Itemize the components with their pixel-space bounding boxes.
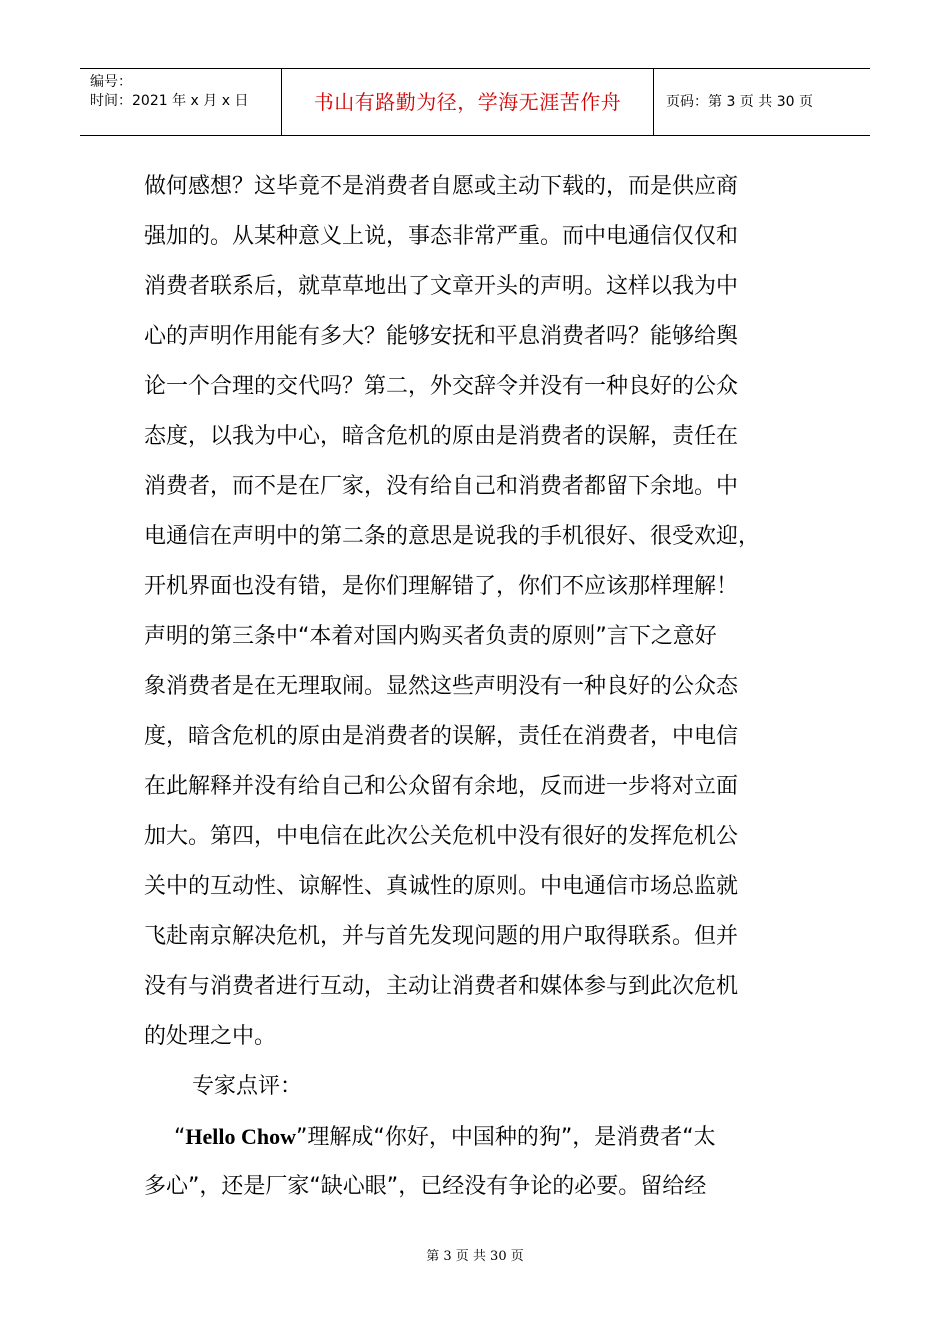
body-line: 消费者联系后，就草草地出了文章开头的声明。这样以我为中 <box>144 274 739 299</box>
header-motto: 书山有路勤为径，学海无涯苦作舟 <box>282 69 654 135</box>
body-line: 加大。第四，中电信在此次公关危机中没有很好的发挥危机公 <box>144 824 739 849</box>
header-page-info: 页码：第 3 页 共 30 页 <box>666 94 813 110</box>
document-body <box>144 162 824 1212</box>
header-meta-cell <box>80 69 282 135</box>
body-line: 态度，以我为中心，暗含危机的原由是消费者的误解，责任在 <box>144 424 739 449</box>
body-line: 心的声明作用能有多大？能够安抚和平息消费者吗？能够给舆 <box>144 324 739 349</box>
body-line: 消费者，而不是在厂家，没有给自己和消费者都留下余地。中 <box>144 474 739 499</box>
body-line: 在此解释并没有给自己和公众留有余地，反而进一步将对立面 <box>144 774 739 799</box>
body-line: 的处理之中。 <box>144 1024 277 1049</box>
body-line: 度，暗含危机的原由是消费者的误解，责任在消费者，中电信 <box>144 724 739 749</box>
number-label: 编号： <box>90 74 132 90</box>
body-line: 强加的。从某种意义上说，事态非常严重。而中电通信仅仅和 <box>144 224 739 249</box>
quote-line <box>144 1112 824 1162</box>
time-label: 时间：2021 年 x 月 x 日 <box>90 93 249 109</box>
section-heading: 专家点评： <box>192 1074 303 1099</box>
page-header <box>80 68 870 136</box>
body-line: 飞赴南京解决危机，并与首先发现问题的用户取得联系。但并 <box>144 924 739 949</box>
body-line: 没有与消费者进行互动，主动让消费者和媒体参与到此次危机 <box>144 974 739 999</box>
body-line: 关中的互动性、谅解性、真诚性的原则。中电通信市场总监就 <box>144 874 739 899</box>
body-line: 声明的第三条中“本着对国内购买者负责的原则”言下之意好 <box>144 624 717 649</box>
quote-latin-text: Hello Chow <box>185 1124 297 1149</box>
quote-rest: ”理解成“你好，中国种的狗”，是消费者“太 <box>296 1125 716 1150</box>
body-line: 论一个合理的交代吗？第二，外交辞令并没有一种良好的公众 <box>144 374 739 399</box>
quote-open: “ <box>174 1125 186 1150</box>
body-line: 电通信在声明中的第二条的意思是说我的手机很好、很受欢迎， <box>144 524 761 549</box>
body-line: 开机界面也没有错，是你们理解错了，你们不应该那样理解！ <box>144 574 739 599</box>
body-line: 做何感想？这毕竟不是消费者自愿或主动下载的，而是供应商 <box>144 174 739 199</box>
body-line: 象消费者是在无理取闹。显然这些声明没有一种良好的公众态 <box>144 674 739 699</box>
page-footer: 第 3 页 共 30 页 <box>426 1249 524 1264</box>
body-line: 多心”，还是厂家“缺心眼”，已经没有争论的必要。留给经 <box>144 1174 707 1199</box>
